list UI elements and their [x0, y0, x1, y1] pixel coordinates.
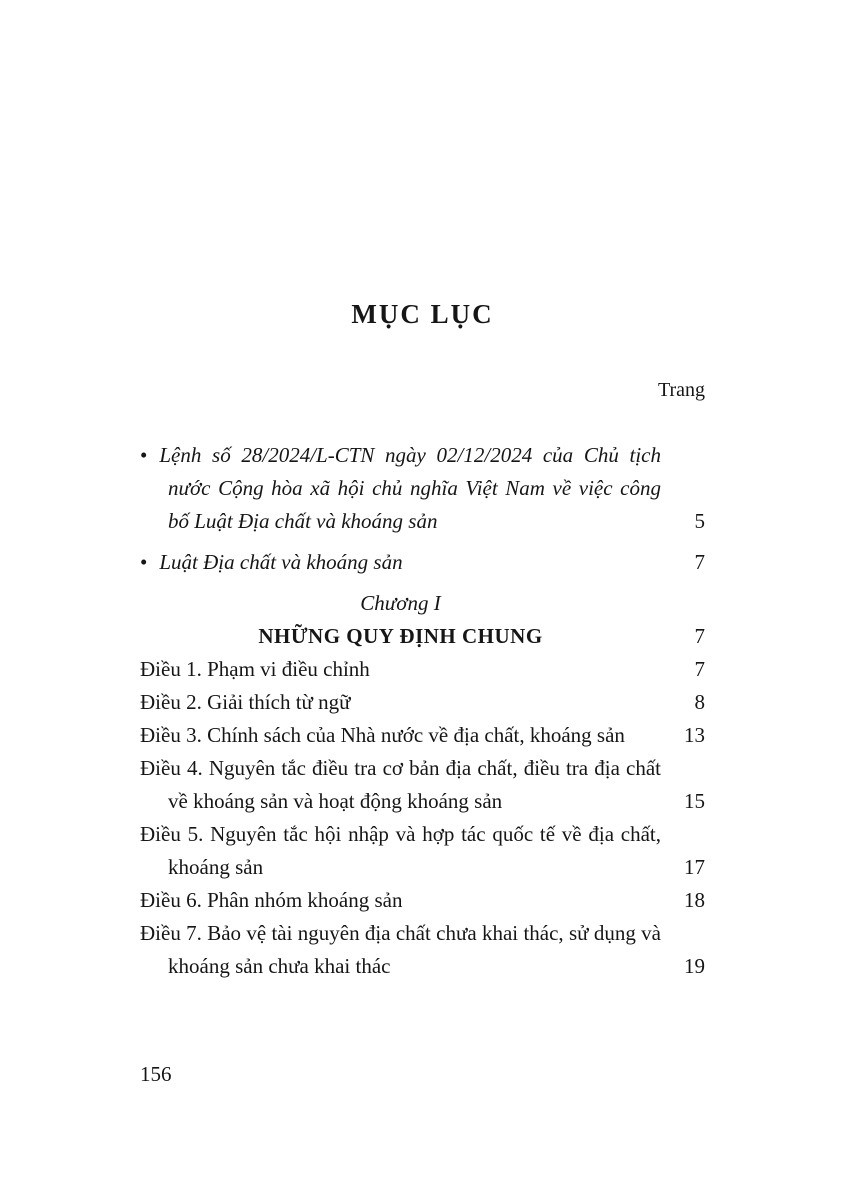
toc-entry	[140, 546, 705, 579]
toc-entry-page: 13	[684, 723, 705, 747]
toc-entry-text: Điều 1. Phạm vi điều chỉnh	[140, 657, 370, 681]
toc-entry-page: 7	[694, 550, 705, 574]
toc-entry-text: Điều 2. Giải thích từ ngữ	[140, 690, 351, 714]
toc-entry-page: 7	[694, 657, 705, 681]
toc-entry	[140, 719, 705, 752]
toc-entry	[140, 884, 705, 917]
page-title: MỤC LỤC	[351, 299, 494, 329]
toc-entry	[140, 752, 705, 818]
toc-entry-text: NHỮNG QUY ĐỊNH CHUNG	[258, 624, 543, 648]
toc-entry	[140, 587, 705, 620]
toc-entry	[140, 686, 705, 719]
toc-entry	[140, 818, 705, 884]
toc-entry	[140, 653, 705, 686]
toc-list	[140, 439, 705, 983]
toc-entry-page: 19	[684, 954, 705, 978]
toc-entry-text: Chương I	[360, 591, 441, 615]
toc-entry-page: 5	[694, 509, 705, 533]
toc-entry-page: 8	[694, 690, 705, 714]
toc-entry-page: 18	[684, 888, 705, 912]
toc-entry	[140, 620, 705, 653]
toc-entry-label: Lệnh số 28/2024/L-CTN ngày 02/12/2024 của Chủ tịch nước Cộng hòa xã hội chủ nghĩa Việt Nam về việc công bố Luật Địa chất và khoáng sản	[159, 443, 661, 533]
toc-entry-text: Điều 5. Nguyên tắc hội nhập và hợp tác quốc tế về địa chất, khoáng sản	[140, 822, 661, 879]
toc-entry-page: 15	[684, 789, 705, 813]
toc-entry-page: 7	[694, 624, 705, 648]
toc-entry	[140, 439, 705, 538]
footer-page-number: 156	[140, 1062, 172, 1086]
toc-entry-text	[140, 546, 661, 579]
toc-entry-text: Điều 6. Phân nhóm khoáng sản	[140, 888, 403, 912]
toc-entry-label: Luật Địa chất và khoáng sản	[159, 550, 403, 574]
toc-entry	[140, 917, 705, 983]
toc-entry-text	[140, 439, 661, 538]
toc-entry-page: 17	[684, 855, 705, 879]
toc-entry-text: Điều 3. Chính sách của Nhà nước về địa chất, khoáng sản	[140, 723, 625, 747]
bullet-icon: •	[140, 550, 148, 574]
page-column-header: Trang	[657, 379, 705, 401]
toc-entry-text: Điều 4. Nguyên tắc điều tra cơ bản địa chất, điều tra địa chất về khoáng sản và hoạt động khoáng sản	[140, 756, 661, 813]
toc-entry-text: Điều 7. Bảo vệ tài nguyên địa chất chưa khai thác, sử dụng và khoáng sản chưa khai thác	[140, 921, 661, 978]
bullet-icon: •	[140, 443, 148, 467]
